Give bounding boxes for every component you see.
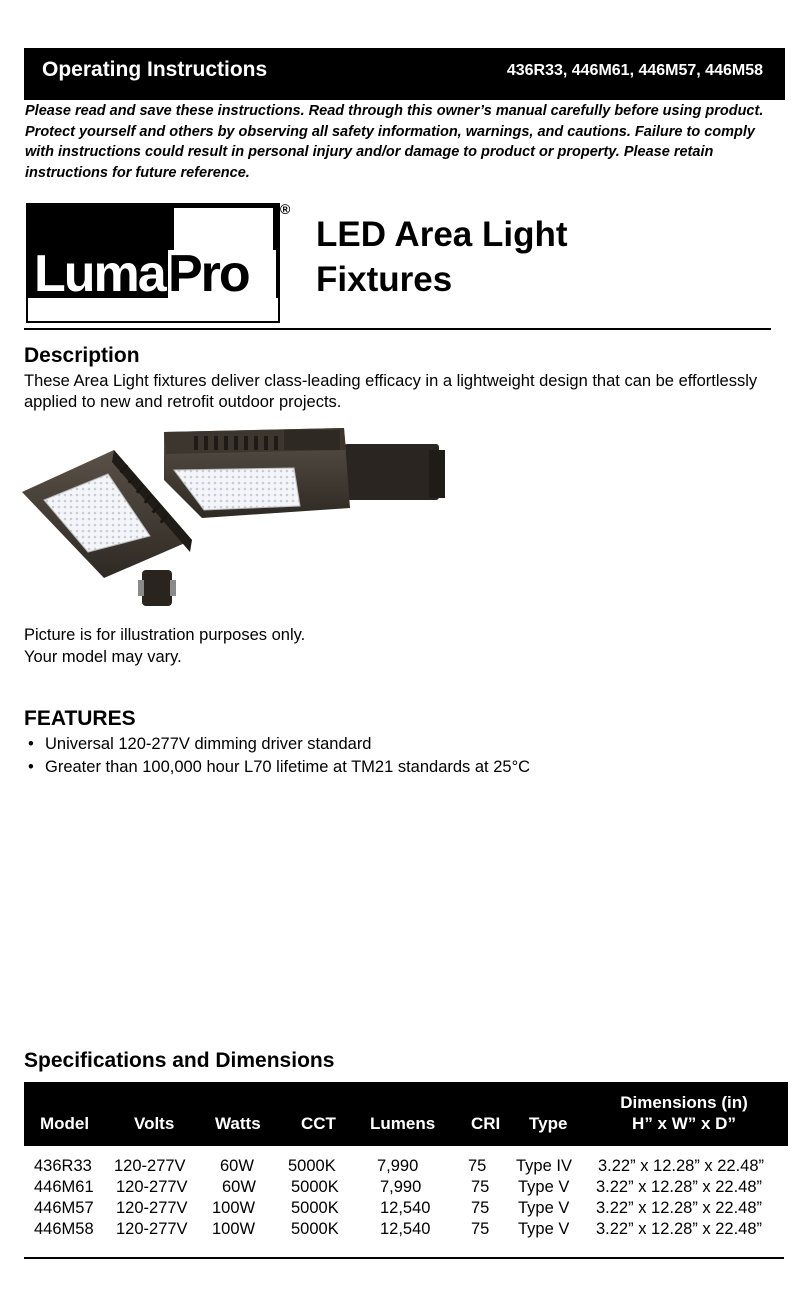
registered-mark: ® (280, 201, 291, 217)
logo-text-luma: Luma (34, 245, 165, 303)
cell-lumens: 12,540 (380, 1220, 431, 1238)
cell-lumens: 7,990 (380, 1178, 422, 1196)
column-header-watts: Watts (215, 1114, 261, 1133)
cell-cri: 75 (471, 1199, 490, 1217)
cell-cct: 5000K (291, 1199, 339, 1217)
column-header-dimensions (614, 1092, 754, 1134)
specs-heading: Specifications and Dimensions (24, 1049, 335, 1072)
cell-volts: 120-277V (116, 1220, 188, 1238)
header-model-numbers: 436R33, 446M61, 446M57, 446M58 (506, 62, 763, 79)
description-text: These Area Light fixtures deliver class-leading efficacy in a lightweight design that can be effortlessly applied to new and retrofit outdoor projects. (24, 372, 758, 411)
header-bar (24, 48, 785, 100)
cell-model: 436R33 (34, 1157, 92, 1175)
dimensions-header-line1: Dimensions (in) (620, 1093, 748, 1112)
feature-item (24, 756, 530, 779)
column-header-cri: CRI (471, 1114, 501, 1133)
cell-cct: 5000K (291, 1178, 339, 1196)
image-caption-line1: Picture is for illustration purposes only. (24, 626, 306, 644)
cell-cct: 5000K (288, 1157, 336, 1175)
cell-watts: 60W (220, 1157, 254, 1175)
divider-bottom (24, 1257, 784, 1259)
cell-cri: 75 (471, 1178, 490, 1196)
cell-cri: 75 (471, 1220, 490, 1238)
cell-watts: 100W (212, 1220, 256, 1238)
intro-warning-text: Please read and save these instructions. Read through this owner’s manual carefully before using product. Protect yourself and others by observing all safety information, warnings, and cautions. Failure to comply with instructions could result in personal injury and/or damage to product or property. Please retain instructions for future reference. (25, 103, 764, 181)
image-caption (24, 624, 305, 668)
cell-model: 446M58 (34, 1220, 94, 1238)
bullet-icon: • (28, 735, 34, 753)
bullet-icon: • (28, 758, 34, 776)
cell-volts: 120-277V (116, 1178, 188, 1196)
cell-type: Type V (518, 1220, 570, 1238)
column-header-model: Model (40, 1114, 90, 1133)
column-header-lumens: Lumens (370, 1114, 436, 1133)
image-caption-line2: Your model may vary. (24, 648, 182, 666)
lumapro-logo (26, 203, 280, 323)
column-header-cct: CCT (301, 1114, 336, 1133)
cell-type: Type IV (516, 1157, 572, 1175)
feature-item (24, 733, 530, 756)
spec-table-header (24, 1082, 788, 1146)
cell-dimensions: 3.22” x 12.28” x 22.48” (596, 1199, 763, 1217)
cell-lumens: 12,540 (380, 1199, 431, 1217)
cell-volts: 120-277V (114, 1157, 186, 1175)
features-heading: FEATURES (24, 707, 136, 730)
cell-dimensions: 3.22” x 12.28” x 22.48” (596, 1220, 763, 1238)
area-light-fixtures-illustration (14, 420, 456, 616)
product-title-line2: Fixtures (316, 260, 453, 299)
product-title-line1: LED Area Light (316, 215, 568, 254)
table-row (24, 1199, 788, 1220)
product-image (14, 420, 456, 616)
product-title (316, 212, 568, 302)
cell-dimensions: 3.22” x 12.28” x 22.48” (598, 1157, 765, 1175)
description-heading: Description (24, 344, 140, 367)
feature-text: Greater than 100,000 hour L70 lifetime at TM21 standards at 25°C (45, 758, 531, 776)
logo-text-pro: Pro (168, 245, 249, 303)
cell-dimensions: 3.22” x 12.28” x 22.48” (596, 1178, 763, 1196)
cell-volts: 120-277V (116, 1199, 188, 1217)
cell-type: Type V (518, 1178, 570, 1196)
header-title: Operating Instructions (42, 58, 268, 81)
feature-text: Universal 120-277V dimming driver standard (45, 735, 372, 753)
cell-model: 446M57 (34, 1199, 94, 1217)
right-fixture (164, 428, 445, 518)
cell-watts: 100W (212, 1199, 256, 1217)
features-list (24, 733, 530, 779)
cell-type: Type V (518, 1199, 570, 1217)
cell-cct: 5000K (291, 1220, 339, 1238)
cell-cri: 75 (468, 1157, 487, 1175)
column-header-type: Type (529, 1114, 568, 1133)
cell-lumens: 7,990 (377, 1157, 419, 1175)
table-row (24, 1178, 788, 1199)
cell-model: 446M61 (34, 1178, 94, 1196)
dimensions-header-line2: H” x W” x D” (632, 1114, 736, 1133)
table-row (24, 1220, 788, 1241)
cell-watts: 60W (222, 1178, 256, 1196)
table-row (24, 1157, 788, 1178)
column-header-volts: Volts (134, 1114, 175, 1133)
divider-top (24, 328, 771, 330)
